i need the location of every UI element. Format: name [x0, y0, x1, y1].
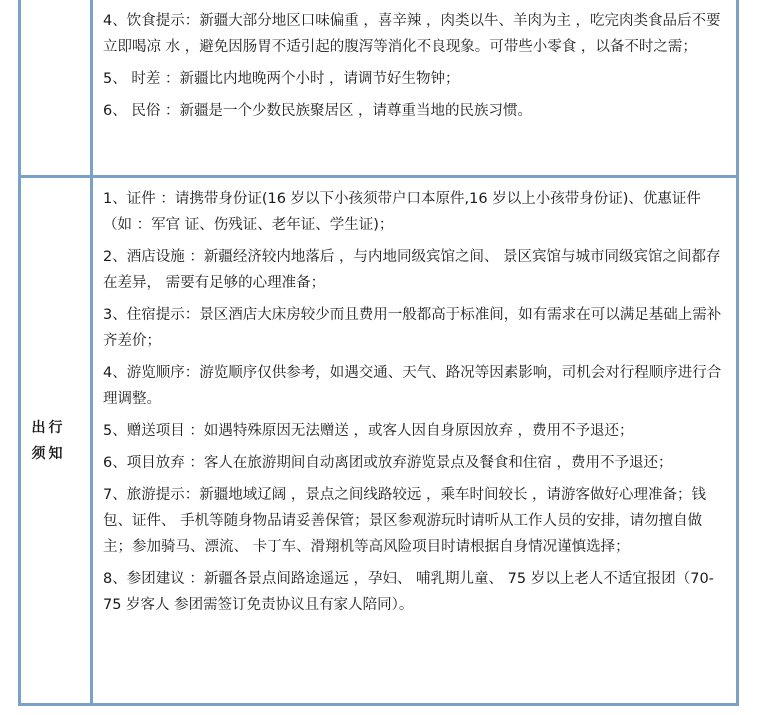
- note-tour-order: 4、游览顺序：游览顺序仅供参考，如遇交通、天气、路况等因素影响，司机会对行程顺序进行合理调整。: [103, 365, 722, 407]
- row-content-cell: [93, 178, 736, 703]
- itinerary-notes-table: [18, 0, 739, 706]
- note-travel-tips: 7、旅游提示：新疆地域辽阔 ，景点之间线路较远 ，乘车时间较长 ，请游客做好心理准备；钱包、证件、 手机等随身物品请妥善保管；景区参观游玩时请听从工作人员的安排，请勿擅自做主；参加骑马、漂流、 卡丁车、滑翔机等高风险项目时请根据自身情况谨慎选择；: [103, 487, 707, 555]
- row-content-cell: [93, 0, 736, 175]
- tip-customs: 6、 民俗 ：新疆是一个少数民族聚居区 ，请尊重当地的民族习惯。: [103, 103, 533, 119]
- tip-dining: 4、饮食提示：新疆大部分地区口味偏重 ，喜辛辣 ，肉类以牛、羊肉为主 ，吃完肉类食品后不要立即喝凉 水 ，避免因肠胃不适引起的腹泻等消化不良现象。可带些小零食 ，以备不时之需；: [103, 13, 721, 55]
- note-hotel-facilities: 2、酒店设施 ：新疆经济较内地落后 ，与内地同级宾馆之间、 景区宾馆与城市同级宾馆之间都存在差异， 需要有足够的心理准备；: [103, 249, 721, 291]
- table-row-continued-tips: [21, 0, 736, 175]
- row-label-cell: [21, 0, 93, 175]
- row-label-cell: [21, 178, 93, 703]
- note-forfeited-items: 6、项目放弃 ：客人在旅游期间自动离团或放弃游览景点及餐食和住宿 ，费用不予退还；: [103, 455, 673, 471]
- table-row-travel-notes: [21, 175, 736, 703]
- row-label-travel-notes: 出行须知: [31, 419, 66, 462]
- note-group-advice: 8、参团建议 ：新疆各景点间路途遥远 ，孕妇、 哺乳期儿童、 75 岁以上老人不适宜报团（70-75 岁客人 参团需签订免责协议且有家人陪同）。: [103, 571, 714, 613]
- note-documents: 1、证件 ：请携带身份证(16 岁以下小孩须带户口本原件,16 岁以上小孩带身份证)、优惠证件（如 ：军官 证、伤残证、老年证、学生证)；: [103, 191, 701, 233]
- tip-time-difference: 5、 时差 ：新疆比内地晚两个小时 ，请调节好生物钟；: [103, 71, 460, 87]
- note-complimentary-items: 5、赠送项目 ：如遇特殊原因无法赠送 ，或客人因自身原因放弃 ，费用不予退还；: [103, 423, 634, 439]
- note-accommodation: 3、住宿提示：景区酒店大床房较少而且费用一般都高于标准间，如有需求在可以满足基础上需补齐差价；: [103, 307, 722, 349]
